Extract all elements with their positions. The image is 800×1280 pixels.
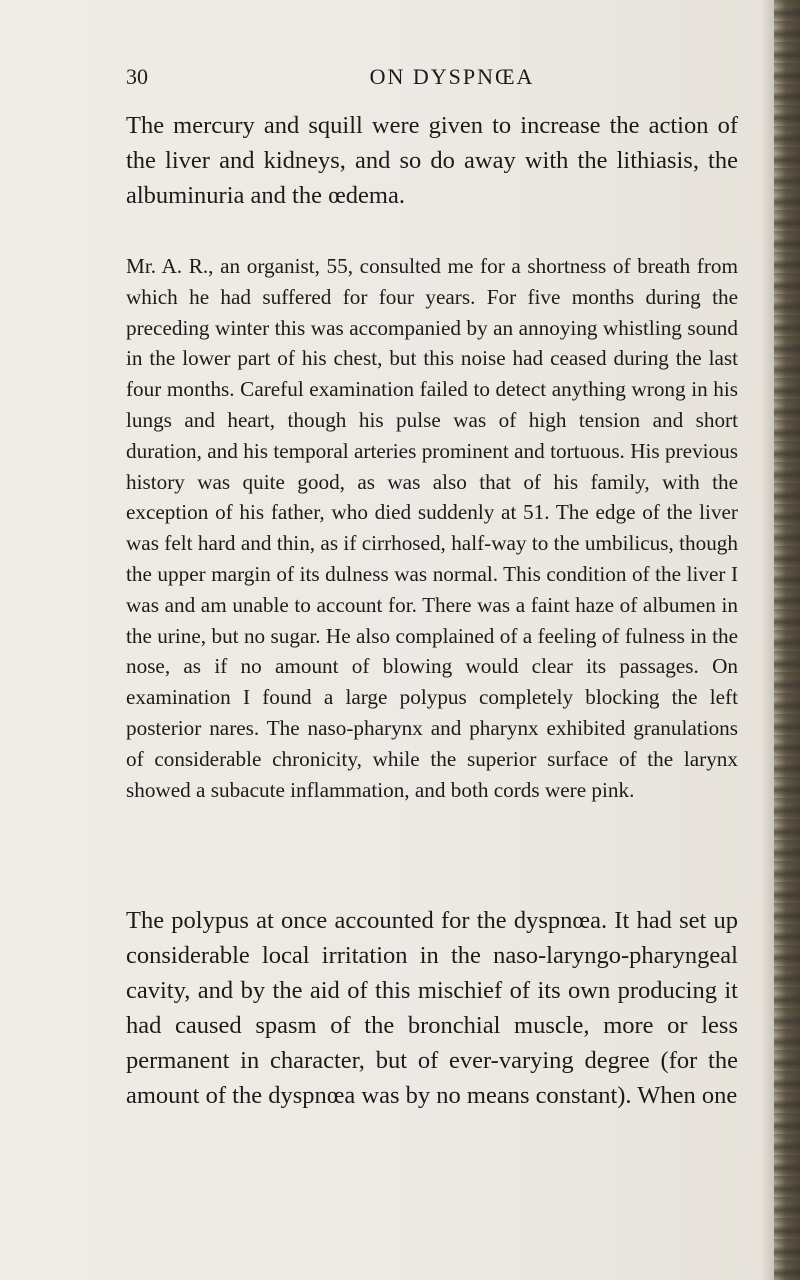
page-number: 30 [126, 64, 148, 89]
running-head [126, 64, 778, 94]
running-head-title: ON DYSPNŒA [369, 64, 535, 89]
paragraph-2-case-history: Mr. A. R., an organist, 55, consulted me for a shortness of breath from which he had suffered for four years. For five months during the preceding winter this was accompanied by an annoying whistling sound in the lower part of his chest, but this noise had ceased during the last four months. Careful examination failed to detect anything wrong in his lungs and heart, though his pulse was of high tension and short duration, and his temporal arteries prominent and tortuous. His previous history was quite good, as was also that of his family, with the exception of his father, who died suddenly at 51. The edge of the liver was felt hard and thin, as if cirrhosed, half-way to the umbilicus, though the upper margin of its dulness was normal. This condition of the liver I was and am unable to account for. There was a faint haze of albumen in the urine, but no sugar. He also complained of a feeling of fulness in the nose, as if no amount of blowing would clear its passages. On examination I found a large polypus completely blocking the left posterior nares. The naso-pharynx and pharynx exhibited granulations of considerable chronicity, while the superior surface of the larynx showed a subacute inflammation, and both cords were pink. [126, 254, 738, 802]
paragraph-3: The polypus at once accounted for the dyspnœa. It had set up considerable local irritation in the naso-laryngo-pharyngeal cavity, and by the aid of this mischief of its own producing it had caused spasm of the bronchial muscle, more or less permanent in character, but of ever-varying degree (for the amount of the dyspnœa was by no means constant). When one [126, 907, 738, 1109]
paragraph-1: The mercury and squill were given to increase the action of the liver and kidneys, and so do away with the lithiasis, the albuminuria and the œdema. [126, 112, 738, 209]
binding-shadow [760, 0, 774, 1280]
page-edge-stain [774, 0, 800, 1280]
